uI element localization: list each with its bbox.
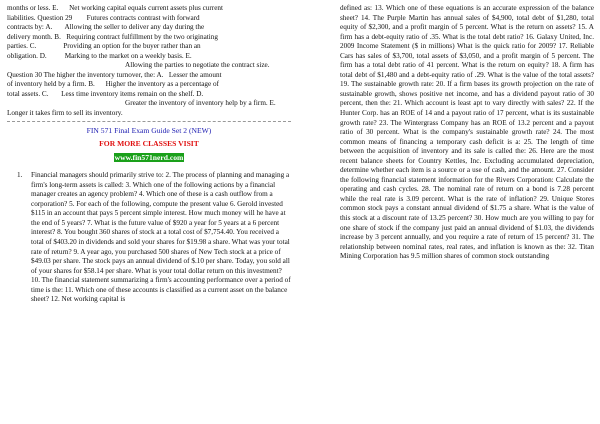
question-option-line: Allowing the parties to negotiate the contract size. <box>125 61 270 70</box>
dashed-divider <box>7 121 291 122</box>
list-number: 1. <box>17 171 23 180</box>
question-list-continuation: defined as: 13. Which one of these equations is an accurate expression of the balance sheet? 14. The Purple Martin has annual sales of $4,900, total debt of $1,280, total equity of $2,300, and a profit margin of 5 percent. What is the return on assets? 15. A firm has a debt-equity ratio of .35. What is the total debt ratio? 16. Galaxy United, Inc. 2009 Income Statement ($ in millions) What is the quick ratio for 2009? 17. Reliable Cars has sales of $3,700, total assets of $3,050, and a profit margin of 5 percent. The firm has a total debt ratio of 41 percent. What is the return on equity? 18. A firm has total debt of $1,480 and a debt-equity ratio of .29. What is the value of the total assets? 19. The sustainable growth rate: 20. If a firm bases its growth projection on the rate of sustainable growth, shows positive net income, and has a dividend payout ratio of 30 percent, then the: 21. Which account is least apt to vary directly with sales? 22. If the Hunter Corp. has an ROE of 14 and a payout ratio of 17 percent, what is its sustainable growth rate? 23. The Wintergrass Company has an ROE of 13.2 percent and a payout ratio of 30 percent. What is the company's sustainable growth rate? 24. The most common means of financing a temporary cash deficit is a: 25. The length of time between the acquisition of inventory and its sale is called the: 26. Here are the most recent balance sheets for Country Kettles, Inc. Excluding accumulated depreciation, determine whether each item is a source or a use of cash, and the amount. 27. Consider the following financial statement information for the Rivers Corporation: Calculate the operating and cash cycles. 28. The nominal rate of return on a bond is 7.28 percent while the real rate is 3.09 percent. What is the rate of inflation? 29. Unique Stores common stock pays a constant annual dividend of $1.75 a share. What is the value of this stock at a discount rate of 13.25 percent? 30. How much are you willing to pay for one share of stock if the company just paid an annual dividend of $1.03, the dividends increase by 3 percent annually, and you require a rate of return of 15 percent? 31. The relationship between nominal rates, real rates, and inflation is known as the: 32. Titan Mining Corporation has 9.5 million shares of common stock outstanding <box>340 4 594 261</box>
website-link-wrapper <box>7 153 291 164</box>
question-text-line: total assets. C. Less time inventory items remain on the shelf. D. <box>7 89 204 98</box>
question-text-line: Longer it takes firm to sell its inventory. <box>7 109 123 118</box>
guide-title: FIN 571 Final Exam Guide Set 2 (NEW) <box>86 125 212 135</box>
question-text-line: Question 30 The higher the inventory turnover, the: A. Lesser the amount <box>7 70 222 79</box>
question-text-line: delivery month. B. Requiring contract fulfillment by the two originating <box>7 32 218 41</box>
website-link[interactable]: www.fin571nerd.com <box>114 152 184 162</box>
question-text-line: obligation. D. Marking to the market on a weekly basis. E. <box>7 51 192 60</box>
promo-text: FOR MORE CLASSES VISIT <box>99 139 199 149</box>
question-list-text: Financial managers should primarily strive to: 2. The process of planning and managing a firm's long-term assets is called: 3. Which one of the following actions by a financial manager creates an agency problem? 4. Which one of these is a cash outflow from a corporation? 5. For each of the following, compute the present value 6. Gerold invested $115 in an account that pays 5 percent simple interest. How much money will he have at the end of 5 years? 7. What is the future value of $920 a year for 5 years at a 6 percent interest? 8. You bought 360 shares of stock at a total cost of $7,754.40. You received a total of $403.20 in dividends and sold your shares for $19.98 a share. What was your total rate of return? 9. A year ago, you purchased 500 shares of New Tech stock at a price of $49.03 per share. The stock pays an annual dividend of $.10 per share. Today, you sold all of your shares for $58.14 per share. What is your total dollar return on this investment? 10. The financial statement summarizing a firm's accounting performance over a period of time is the: 11. Which one of these accounts is classified as a current asset on the balance sheet? 12. Net working capital is <box>31 171 291 304</box>
question-option-line: Greater the inventory of inventory help by a firm. E. <box>125 99 276 108</box>
question-list-item <box>7 171 291 305</box>
question-text-line: months or less. E. Net working capital equals current assets plus current <box>7 4 223 12</box>
left-column <box>7 4 291 305</box>
question-text-line: parties. C. Providing an option for the buyer rather than an <box>7 42 201 51</box>
right-column <box>340 4 594 262</box>
question-text-line: liabilities. Question 29 Futures contracts contrast with forward <box>7 13 200 22</box>
question-text-line: of inventory held by a firm. B. Higher the inventory as a percentage of <box>7 80 219 89</box>
question-text-line: contracts by: A. Allowing the seller to deliver any day during the <box>7 23 205 32</box>
